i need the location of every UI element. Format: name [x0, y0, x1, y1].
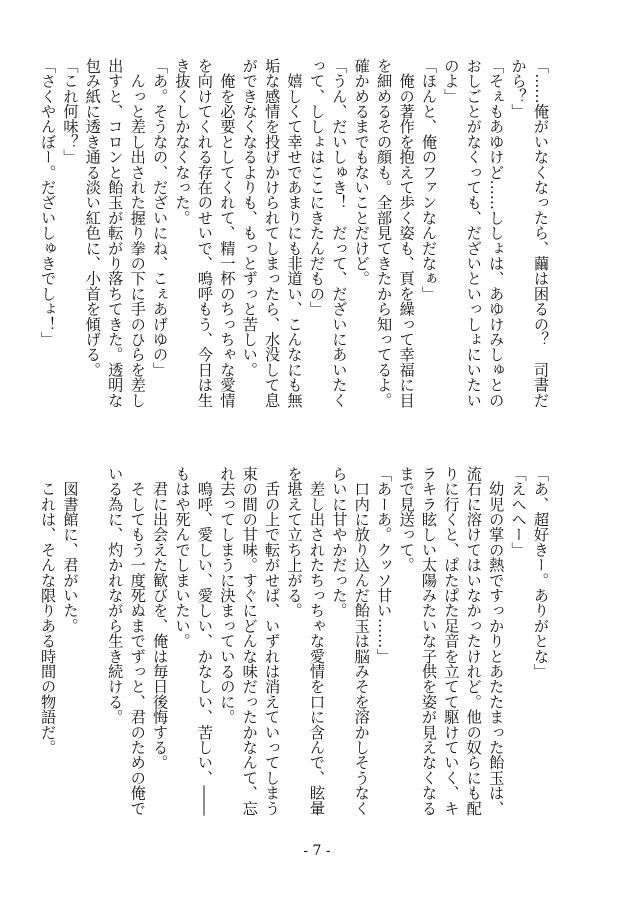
- text-line: って、ししょはここにきたんだもの」: [307, 58, 326, 317]
- text-line: 図書館に、君がいた。: [61, 466, 80, 634]
- text-line: 包み紙に透き通る淡い紅色に、小首を傾げる。: [83, 58, 102, 378]
- text-line: まで見送って。: [397, 466, 416, 573]
- text-line: 「これ何味？」: [61, 58, 80, 165]
- text-line: 「あ。そうなの、だざいにね、こぇあげゆの」: [151, 58, 170, 378]
- text-line: 確かめるまでもないことだけど。: [352, 58, 371, 286]
- text-line: き抜くしかなくなった。: [173, 58, 192, 226]
- text-line: 出すと、コロンと飴玉が転がり落ちてきた。透明な: [106, 58, 125, 408]
- text-line: 「えへへー」: [509, 466, 528, 558]
- text-line: もはや死んでしまいたい。: [173, 466, 192, 649]
- text-line: [81, 466, 103, 804]
- text-line: 幼児の掌の熱ですっかりとあたたまった飴玉は、: [487, 466, 506, 816]
- text-line: 「うん、だいしゅき！ だって、だざいにあいたく: [330, 58, 349, 408]
- text-line: 君に出会えた歓びを、俺は毎日後悔する。: [151, 466, 170, 770]
- text-line: 「あ、超好きー。ありがとな」: [532, 466, 550, 679]
- text-line: ラキラ眩しい太陽みたいな子供を姿が見えなくなる: [419, 466, 438, 816]
- text-line: 俺を必要としてくれて、精一杯のちっちゃな愛情: [218, 58, 237, 408]
- text-line: 流石に溶けてはいなかったけれど。他の奴らにも配: [464, 466, 483, 816]
- text-line: 差し出されたちっちゃな愛情を口に含んで、眩暈: [307, 466, 326, 816]
- text-line: 俺の著作を抱えて歩く姿も、頁を繰って幸福に目: [397, 58, 416, 408]
- text-line: これは、そんな限りある時間の物語だ。: [39, 466, 58, 755]
- upper-text-block: [39, 58, 552, 408]
- text-line: いる為に、灼かれながら生き続ける。: [106, 466, 125, 725]
- text-line: を細めるその顔も。全部見てきたから知ってるよ。: [375, 58, 394, 408]
- text-line: れ去ってしまうに決まっているのに。: [218, 466, 237, 725]
- text-line: のよ」: [442, 58, 461, 104]
- text-line: らいに甘やかだった。: [330, 466, 349, 618]
- lower-text-block: [39, 466, 552, 816]
- text-line: そしてもう一度死ぬまでずっと、君のための俺で: [128, 466, 147, 816]
- text-line: りに行くと、ぱたぱた足音を立てて駆けていく、キ: [442, 466, 461, 816]
- text-line: 嗚呼、愛しい、愛しい、かなしい、苦しい、――: [195, 466, 214, 816]
- text-line: を向けてくれる存在のせいで、嗚呼もう、今日は生: [195, 58, 214, 408]
- text-line: から？」: [509, 58, 528, 119]
- text-line: 束の間の甘味。すぐにどんな味だったかなんて、忘: [240, 466, 259, 816]
- text-line: 嬉しくて幸せであまりにも非道い、こんなにも無: [285, 58, 304, 408]
- text-line: 「さくやんぼー。だざいしゅきでしょ！」: [39, 58, 58, 347]
- text-line: 垢な感情を投げかけられてしまったら、水没して息: [263, 58, 282, 408]
- text-line: 「そぇもあゆけど……ししょは、あゆけみしゅとの: [487, 58, 506, 408]
- text-line: ができなくなるよりも、もっとずっと苦しい。: [240, 58, 259, 378]
- text-line: 口内に放り込んだ飴玉は脳みそを溶かしそうなく: [352, 466, 371, 816]
- text-line: おしごとがなくっても、だざいといっしょにいたい: [464, 58, 483, 408]
- text-line: 「ほんと、俺のファンなんだなぁ」: [419, 58, 438, 302]
- text-line: 「……俺がいなくなったら、繭は困るの？ 司書だ: [532, 58, 550, 408]
- text-line: 「あーあ。クッソ甘い……」: [375, 466, 394, 664]
- text-line: を堪えて立ち上がる。: [285, 466, 304, 618]
- text-line: んっと差し出された握り拳の下に手のひらを差し: [128, 58, 147, 408]
- text-line: 舌の上で転がせば、いずれは消えていってしまう: [263, 466, 282, 816]
- page-number: - 7 -: [303, 843, 331, 859]
